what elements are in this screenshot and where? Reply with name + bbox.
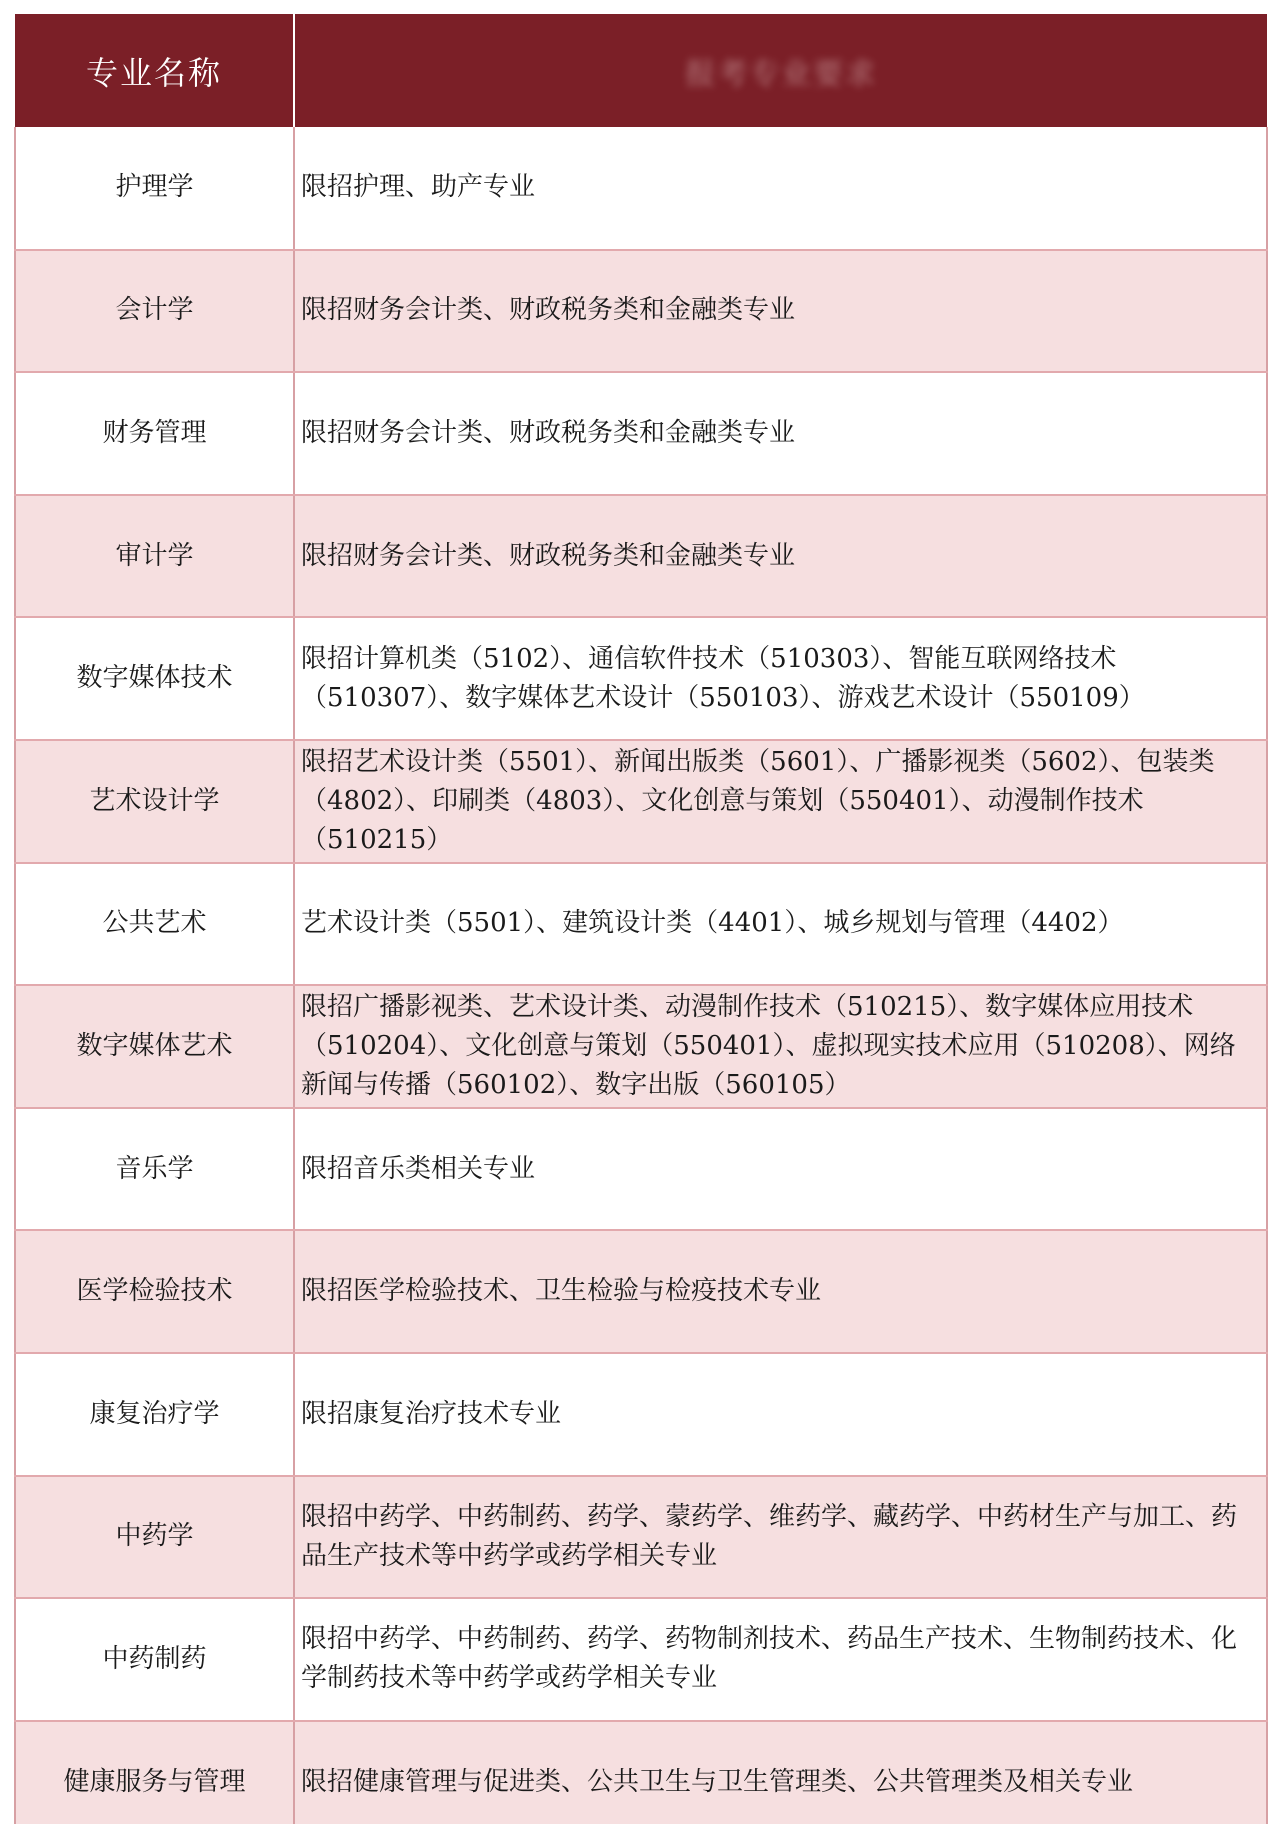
- major-requirement: 限招健康管理与促进类、公共卫生与卫生管理类、公共管理类及相关专业: [294, 1721, 1267, 1824]
- header-major-name: 专业名称: [15, 14, 294, 127]
- table-row: [15, 127, 1267, 250]
- major-requirement: 限招广播影视类、艺术设计类、动漫制作技术（510215）、数字媒体应用技术（510204）、文化创意与策划（550401）、虚拟现实技术应用（510208）、网络新闻与传播（560102）、数字出版（560105）: [294, 985, 1267, 1108]
- header-requirement: [294, 14, 1267, 127]
- major-name: 医学检验技术: [15, 1230, 294, 1353]
- major-name: 公共艺术: [15, 863, 294, 986]
- major-requirement: 艺术设计类（5501）、建筑设计类（4401）、城乡规划与管理（4402）: [294, 863, 1267, 986]
- header-requirement-label: 报考专业要求: [685, 56, 877, 92]
- major-requirement: 限招计算机类（5102）、通信软件技术（510303）、智能互联网络技术（510307）、数字媒体艺术设计（550103）、游戏艺术设计（550109）: [294, 617, 1267, 740]
- major-requirement: 限招艺术设计类（5501）、新闻出版类（5601）、广播影视类（5602）、包装类（4802）、印刷类（4803）、文化创意与策划（550401）、动漫制作技术（510215）: [294, 740, 1267, 863]
- major-name: 审计学: [15, 495, 294, 618]
- major-requirement: 限招康复治疗技术专业: [294, 1353, 1267, 1476]
- majors-table: [14, 14, 1268, 1824]
- major-name: 数字媒体技术: [15, 617, 294, 740]
- header-row: [15, 14, 1267, 127]
- table-row: [15, 495, 1267, 618]
- table-header: [15, 14, 1267, 127]
- major-name: 护理学: [15, 127, 294, 250]
- major-name: 会计学: [15, 250, 294, 373]
- table-row: [15, 1353, 1267, 1476]
- major-requirement: 限招财务会计类、财政税务类和金融类专业: [294, 495, 1267, 618]
- table-row: [15, 740, 1267, 863]
- major-requirement: 限招财务会计类、财政税务类和金融类专业: [294, 372, 1267, 495]
- table-row: [15, 863, 1267, 986]
- major-name: 中药学: [15, 1476, 294, 1599]
- major-name: 健康服务与管理: [15, 1721, 294, 1824]
- major-requirement: 限招护理、助产专业: [294, 127, 1267, 250]
- major-name: 数字媒体艺术: [15, 985, 294, 1108]
- major-name: 康复治疗学: [15, 1353, 294, 1476]
- table-row: [15, 372, 1267, 495]
- table-row: [15, 1476, 1267, 1599]
- major-name: 艺术设计学: [15, 740, 294, 863]
- table-row: [15, 1108, 1267, 1231]
- major-requirement: 限招中药学、中药制药、药学、蒙药学、维药学、藏药学、中药材生产与加工、药品生产技术等中药学或药学相关专业: [294, 1476, 1267, 1599]
- major-name: 财务管理: [15, 372, 294, 495]
- table-row: [15, 250, 1267, 373]
- major-requirement: 限招音乐类相关专业: [294, 1108, 1267, 1231]
- major-requirement: 限招医学检验技术、卫生检验与检疫技术专业: [294, 1230, 1267, 1353]
- major-requirement: 限招财务会计类、财政税务类和金融类专业: [294, 250, 1267, 373]
- table-row: [15, 1598, 1267, 1721]
- table-row: [15, 617, 1267, 740]
- major-requirement: 限招中药学、中药制药、药学、药物制剂技术、药品生产技术、生物制药技术、化学制药技术等中药学或药学相关专业: [294, 1598, 1267, 1721]
- major-name: 中药制药: [15, 1598, 294, 1721]
- table-row: [15, 985, 1267, 1108]
- table-row: [15, 1230, 1267, 1353]
- table-body: [15, 127, 1267, 1824]
- major-name: 音乐学: [15, 1108, 294, 1231]
- table-row: [15, 1721, 1267, 1824]
